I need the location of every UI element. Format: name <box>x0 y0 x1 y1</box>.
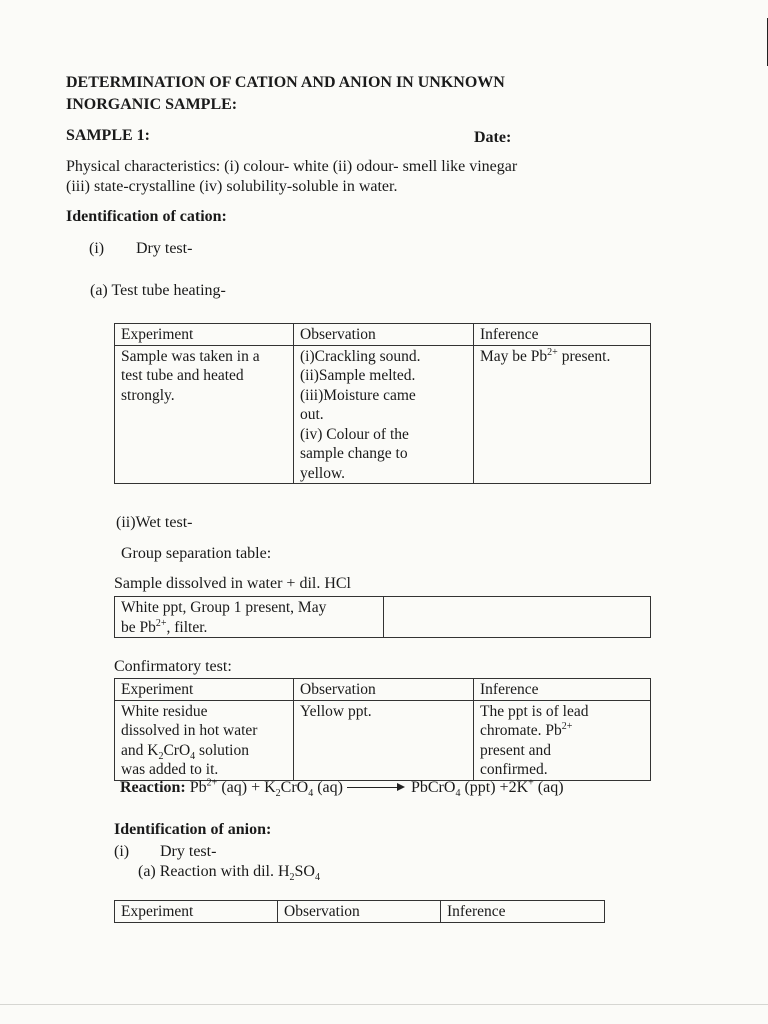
header-inference: Inference <box>474 679 651 701</box>
group-separation-label: Group separation table: <box>121 545 272 562</box>
inference-line: confirmed. <box>480 761 548 778</box>
page-bottom-edge <box>0 1004 768 1005</box>
reaction-arrow-icon <box>347 783 405 793</box>
group-result-line: White ppt, Group 1 present, May <box>121 599 327 616</box>
experiment-line: strongly. <box>121 386 175 404</box>
confirmatory-test-table <box>114 678 651 781</box>
reaction-label: Reaction: <box>120 779 186 796</box>
table-row <box>115 345 651 484</box>
header-observation: Observation <box>278 901 441 923</box>
header-inference: Inference <box>474 324 651 346</box>
table-header-row <box>115 324 651 346</box>
header-experiment: Experiment <box>115 679 294 701</box>
observation-line: (ii)Sample melted. <box>300 367 416 384</box>
header-experiment: Experiment <box>115 901 278 923</box>
header-inference: Inference <box>441 901 605 923</box>
inference-line: chromate. $Pb^{2+}$ <box>480 720 573 739</box>
table-header-row <box>115 901 605 923</box>
confirmatory-test-label: Confirmatory test: <box>114 658 232 675</box>
title-line-1: DETERMINATION OF CATION AND ANION IN UNKNOWN <box>66 74 505 91</box>
inference-line: present and <box>480 741 552 759</box>
date-label: Date: <box>474 129 512 146</box>
observation-cell <box>294 345 474 484</box>
test-tube-heating-label: (a) Test tube heating- <box>90 282 226 299</box>
test-tube-heating-table <box>114 323 651 484</box>
anion-dry-test-label: Dry test- <box>160 843 217 860</box>
observation-line: (iii)Moisture came <box>300 386 416 404</box>
inference-cell <box>474 345 651 484</box>
inference-text-end: present. <box>557 347 611 365</box>
observation-cell: Yellow ppt. <box>294 700 474 780</box>
group-result-line: be $Pb^{2+}$, filter. <box>121 617 208 636</box>
header-experiment: Experiment <box>115 324 294 346</box>
observation-line: out. <box>300 406 324 423</box>
anion-test-table <box>114 900 605 923</box>
title-line-2: INORGANIC SAMPLE: <box>66 96 238 113</box>
inference-cell <box>474 700 651 780</box>
observation-line: (i)Crackling sound. <box>300 347 421 365</box>
physical-characteristics-line-2: (iii) state-crystalline (iv) solubility-soluble in water. <box>66 178 398 195</box>
observation-line: yellow. <box>300 464 346 482</box>
experiment-line: dissolved in hot water <box>121 722 258 739</box>
anion-heading: Identification of anion: <box>114 821 272 838</box>
cation-heading: Identification of cation: <box>66 208 227 225</box>
inference-line: The ppt is of lead <box>480 702 589 720</box>
wet-test-label: (ii)Wet test- <box>116 514 193 531</box>
group-result-cell <box>115 597 384 638</box>
header-observation: Observation <box>294 324 474 346</box>
experiment-cell <box>115 345 294 484</box>
physical-characteristics-line-1: Physical characteristics: (i) colour- white (ii) odour- smell like vinegar <box>66 158 518 175</box>
experiment-line: and $K_2CrO_4$ solution <box>121 741 249 762</box>
group-separation-table <box>114 596 651 638</box>
empty-cell <box>384 597 651 638</box>
table-header-row <box>115 679 651 701</box>
experiment-line: test tube and heated <box>121 367 244 384</box>
observation-line: sample change to <box>300 445 408 462</box>
sample-label: SAMPLE 1: <box>66 127 150 144</box>
experiment-line: Sample was taken in a <box>121 347 260 365</box>
dry-test-label: Dry test- <box>136 240 193 257</box>
inference-text: May be Pb <box>480 347 548 365</box>
table-row <box>115 700 651 780</box>
observation-line: (iv) Colour of the <box>300 425 409 443</box>
header-observation: Observation <box>294 679 474 701</box>
reaction-equation: Reaction: $Pb^{2+}$ $(aq) + K_2CrO_4$ (aq) PbCrO$_4$ (ppt) +2K+ (aq) <box>120 777 564 800</box>
experiment-line: was added to it. <box>121 761 219 778</box>
table-row <box>115 597 651 638</box>
charge-superscript: 2+ <box>547 346 558 358</box>
experiment-line: White residue <box>121 702 208 720</box>
dry-test-number: (i) <box>89 240 105 257</box>
experiment-cell <box>115 700 294 780</box>
anion-dry-test-number: (i) <box>114 843 130 860</box>
reaction-with-h2so4-label: (a) Reaction with dil. $H_2SO_4$ <box>138 863 320 884</box>
dissolved-label: Sample dissolved in water + dil. HCl <box>114 575 351 592</box>
